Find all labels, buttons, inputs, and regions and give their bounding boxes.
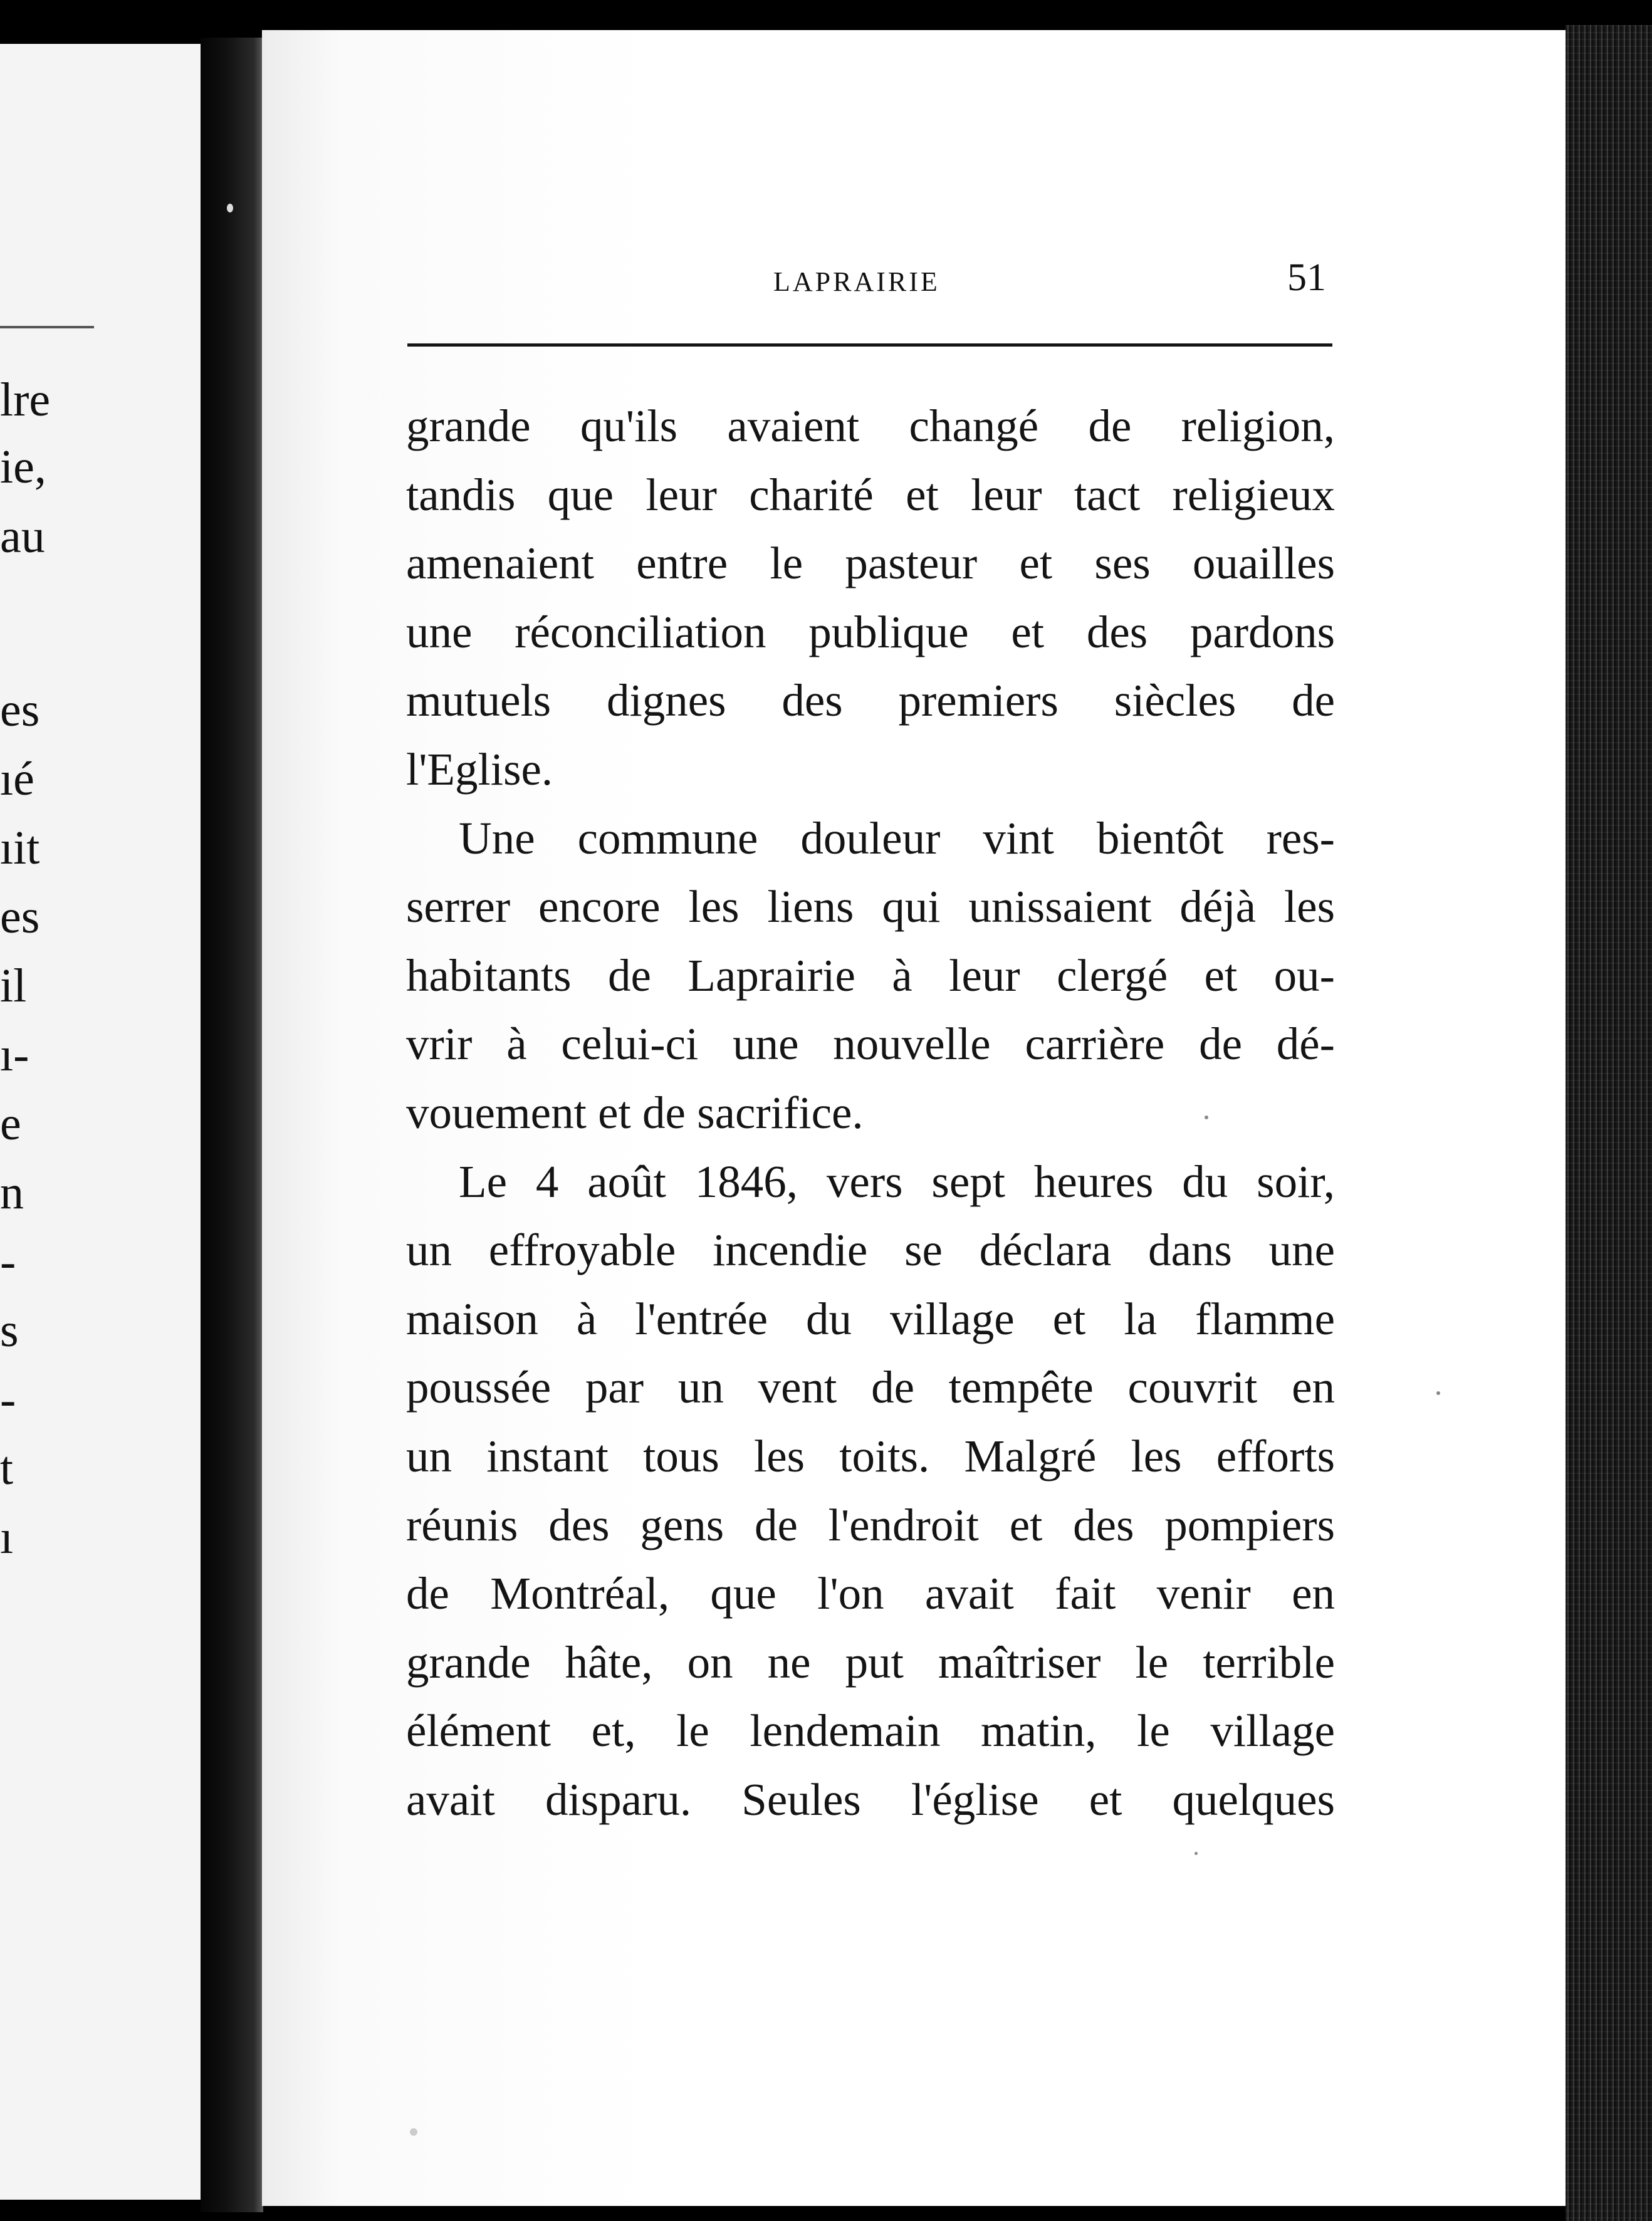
running-head: LAPRAIRIE (773, 266, 940, 297)
text-line: réunis des gens de l'endroit et des pompiers (406, 1499, 1335, 1550)
facing-page-fragment: - (0, 1373, 16, 1426)
scan-speck (227, 204, 233, 212)
text-line: grande qu'ils avaient changé de religion, (406, 400, 1335, 451)
header-rule (407, 343, 1332, 347)
text-line: Le 4 août 1846, vers sept heures du soir, (459, 1156, 1335, 1207)
text-line: mutuels dignes des premiers siècles de (406, 675, 1335, 726)
text-line: de Montréal, que l'on avait fait venir en (406, 1568, 1335, 1619)
facing-page-fragment: lre (0, 374, 51, 426)
facing-page-fragment: au (0, 510, 45, 563)
scan-speck (1436, 1391, 1440, 1395)
text-line: un effroyable incendie se déclara dans une (406, 1225, 1335, 1276)
text-line: grande hâte, on ne put maîtriser le terrible (406, 1636, 1335, 1688)
facing-page-fragment: ı- (0, 1028, 29, 1081)
scan-speck (1195, 1852, 1198, 1855)
body-text (406, 392, 1335, 1834)
facing-page-fragment: es (0, 891, 40, 943)
facing-page-rule (0, 326, 94, 328)
text-line: un instant tous les toits. Malgré les efforts (406, 1430, 1335, 1482)
page-number: 51 (1287, 256, 1326, 299)
scan-speck (410, 2128, 417, 2136)
book-gutter-shadow (201, 38, 263, 2212)
facing-page-fragment: ie, (0, 441, 46, 493)
facing-page-fragment: ıé (0, 753, 34, 805)
text-line: Une commune douleur vint bientôt res- (459, 812, 1335, 864)
scan-speck (1205, 1116, 1208, 1119)
text-line: une réconciliation publique et des pardons (406, 606, 1335, 657)
facing-page-fragment: ı (0, 1511, 14, 1564)
facing-page-fragment: n (0, 1166, 24, 1219)
text-line: poussée par un vent de tempête couvrit en (406, 1362, 1335, 1413)
facing-page-fragment: es (0, 684, 40, 736)
text-line: serrer encore les liens qui unissaient déjà les (406, 881, 1335, 933)
facing-page-fragment: s (0, 1304, 19, 1357)
text-line: avait disparu. Seules l'église et quelques (406, 1774, 1335, 1825)
text-line: vouement et de sacrifice. (406, 1087, 864, 1138)
facing-page-fragment: t (0, 1442, 14, 1495)
text-line: élément et, le lendemain matin, le village (406, 1705, 1335, 1757)
facing-page-fragment: e (0, 1097, 21, 1150)
text-line: vrir à celui-ci une nouvelle carrière de dé- (406, 1018, 1335, 1070)
text-line: habitants de Laprairie à leur clergé et ou- (406, 949, 1335, 1001)
text-line: maison à l'entrée du village et la flamme (406, 1293, 1335, 1344)
text-line: tandis que leur charité et leur tact religieux (406, 469, 1335, 520)
facing-page-fragment: - (0, 1235, 16, 1288)
facing-page-fragment: ıit (0, 822, 40, 874)
text-line: l'Eglise. (406, 743, 553, 795)
facing-page (0, 44, 201, 2200)
page-edges (1566, 25, 1652, 2221)
facing-page-fragment: il (0, 959, 27, 1012)
text-line: amenaient entre le pasteur et ses ouailles (406, 538, 1335, 589)
